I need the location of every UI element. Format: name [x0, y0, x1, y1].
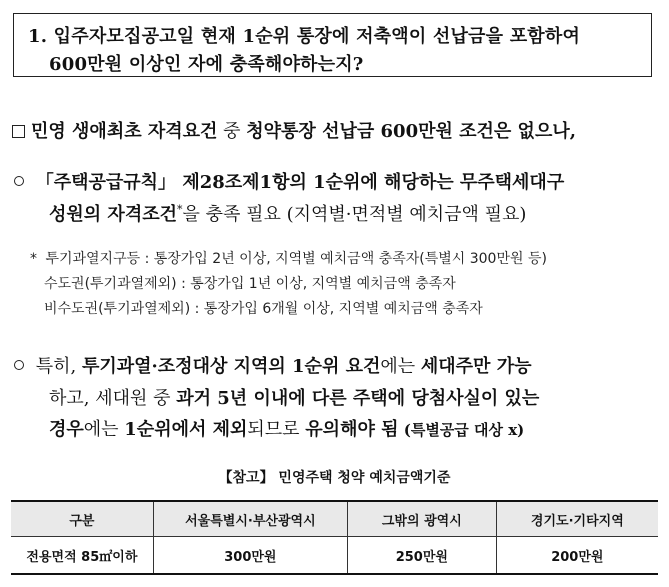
answer-1-normal-1: 중	[217, 121, 247, 142]
answer-3-bold-3: 과거 5년 이내에 다른 주택에 당첨사실이 있는	[176, 388, 540, 409]
answer-3-line-1	[14, 352, 532, 378]
table-cell: 250만원	[347, 537, 496, 575]
table-cell: 전용면적 85㎡이하	[11, 537, 153, 575]
footnote-marker: *	[30, 251, 37, 267]
question-line-1: 1. 입주자모집공고일 현재 1순위 통장에 저축액이 선납금을 포함하여	[28, 26, 581, 47]
footnote-line-2: 수도권(투기과열제외) : 통장가입 1년 이상, 지역별 예치금액 충족자	[44, 276, 456, 292]
table-header-cell: 구분	[11, 501, 153, 537]
answer-3-normal-2: 에는	[380, 356, 421, 377]
table-cell: 200만원	[496, 537, 658, 575]
answer-3-bold-6: 유의해야 됨	[305, 419, 399, 440]
table-header-cell: 서울특별시·부산광역시	[153, 501, 347, 537]
answer-3-normal-3: 하고, 세대원 중	[49, 388, 177, 409]
answer-1-bold-2: 청약통장 선납금 600만원 조건은 없으나,	[246, 121, 576, 142]
answer-2-bold-2: 성원의 자격조건	[49, 204, 177, 225]
answer-3-bold-5: 1순위에서 제외	[124, 419, 248, 440]
answer-2-bold-1: 「주택공급규칙」 제28조제1항의 1순위에 해당하는 무주택세대구	[35, 172, 565, 193]
answer-3-note: (특별공급 대상 x)	[398, 421, 525, 439]
table-row	[11, 537, 658, 575]
answer-1-bold-1: 민영 생애최초 자격요건	[31, 121, 218, 142]
square-bullet-icon	[12, 125, 25, 138]
answer-1	[12, 117, 576, 143]
answer-3-normal-1: 특히,	[35, 356, 82, 377]
footnote-text-1: 투기과열지구등 : 통장가입 2년 이상, 지역별 예치금액 충족자(특별시 300만원 등)	[45, 251, 547, 267]
answer-3-line-2	[49, 384, 539, 410]
circle-bullet-icon	[14, 360, 24, 370]
table-header-cell: 그밖의 광역시	[347, 501, 496, 537]
circle-bullet-icon	[14, 176, 24, 186]
footnote-marker-sup: *	[176, 203, 183, 216]
footnote-line-1	[30, 248, 547, 268]
answer-3-normal-5: 되므로	[247, 419, 306, 440]
table-cell: 300만원	[153, 537, 347, 575]
answer-3-bold-1: 투기과열·조정대상 지역의 1순위 요건	[81, 356, 381, 377]
answer-2-normal: 을 충족 필요 (지역별·면적별 예치금액 필요)	[182, 204, 527, 225]
answer-3-bold-4: 경우	[49, 419, 84, 440]
question-line-2: 600만원 이상인 자에 충족해야하는지?	[49, 54, 364, 75]
table-header-cell: 경기도·기타지역	[496, 501, 658, 537]
table-header-row	[11, 501, 658, 537]
reference-caption: 【참고】 민영주택 청약 예치금액기준	[218, 470, 451, 486]
reference-table	[11, 500, 658, 575]
footnote-line-3: 비수도권(투기과열제외) : 통장가입 6개월 이상, 지역별 예치금액 충족자	[44, 301, 483, 317]
question-box	[13, 13, 652, 77]
answer-3-normal-4: 에는	[83, 419, 125, 440]
answer-2-line-2	[49, 200, 526, 226]
answer-3-bold-2: 세대주만 가능	[420, 356, 532, 377]
answer-3-line-3	[49, 415, 524, 441]
answer-2-line-1	[14, 168, 564, 194]
